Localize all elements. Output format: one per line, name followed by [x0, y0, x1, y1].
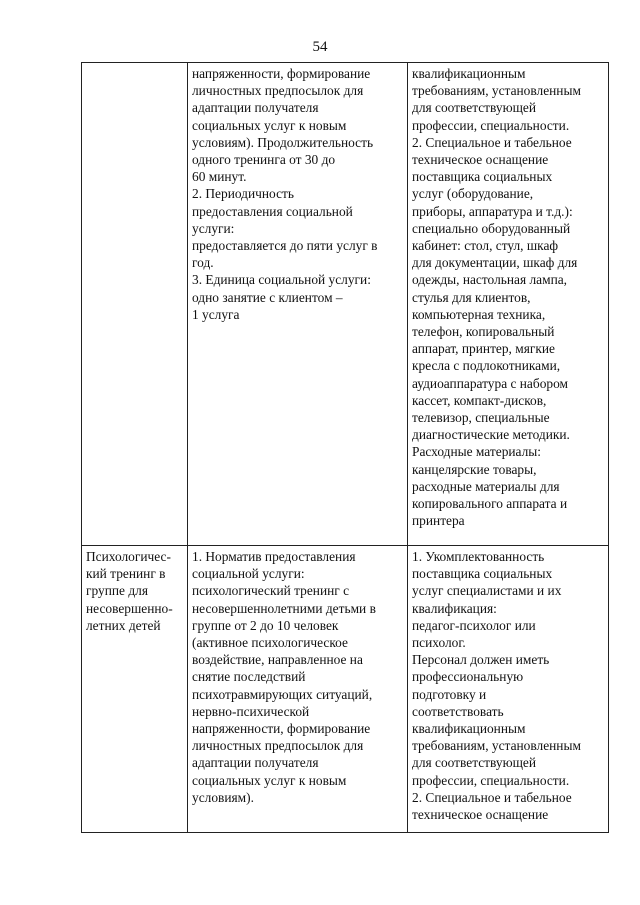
- cell-text-line: поставщика социальных: [412, 169, 553, 185]
- cell-text-line: кий тренинг в: [86, 566, 166, 582]
- cell-text-line: несовершенно-: [86, 600, 173, 616]
- cell-text-line: адаптации получателя: [192, 755, 319, 771]
- cell-text-line: квалификационным: [412, 721, 526, 737]
- cell-text-line: стулья для клиентов,: [412, 289, 531, 305]
- cell-text-line: одно занятие с клиентом –: [192, 289, 343, 305]
- cell-text-line: 1. Укомплектованность: [412, 549, 545, 564]
- cell-text-line: группе для: [86, 583, 148, 599]
- cell-text-line: профессии, специальности.: [412, 772, 570, 788]
- page-number: 54: [312, 39, 328, 55]
- cell-text-line: 2. Специальное и табельное: [412, 134, 572, 150]
- cell-text-line: кабинет: стол, стул, шкаф: [412, 238, 559, 254]
- service-name-cell: [82, 63, 188, 546]
- cell-text-line: 2. Специальное и табельное: [412, 789, 572, 805]
- cell-text-line: психолог.: [412, 635, 466, 651]
- cell-text-line: личностных предпосылок для: [192, 83, 364, 99]
- cell-text-line: техническое оснащение: [412, 807, 549, 823]
- cell-text-line: кресла с подлокотниками,: [412, 358, 561, 374]
- cell-text-line: психологический тренинг с: [192, 583, 350, 599]
- cell-text-line: квалификация:: [412, 600, 497, 616]
- cell-text-line: кассет, компакт-дисков,: [412, 392, 547, 408]
- table-row: [82, 546, 609, 833]
- cell-text-line: соответствовать: [412, 703, 504, 719]
- cell-text-line: поставщика социальных: [412, 566, 553, 582]
- cell-text-line: предоставляется до пяти услуг в: [192, 238, 378, 254]
- service-conditions-cell: [408, 546, 609, 833]
- cell-text-line: телефон, копировальный: [412, 324, 555, 340]
- cell-text-line: предоставления социальной: [192, 203, 353, 219]
- cell-text-line: услуги:: [192, 220, 235, 236]
- cell-text-line: несовершеннолетними детьми в: [192, 600, 376, 616]
- cell-text-line: профессиональную: [412, 669, 524, 685]
- cell-text-line: летних детей: [86, 617, 161, 633]
- cell-text-line: профессии, специальности.: [412, 117, 570, 133]
- cell-text-line: 2. Периодичность: [192, 186, 294, 202]
- cell-text-line: требованиям, установленным: [412, 83, 581, 99]
- cell-text-line: 1 услуга: [192, 306, 240, 322]
- cell-text-line: подготовку и: [412, 686, 487, 702]
- cell-text-line: диагностические методики.: [412, 427, 570, 443]
- cell-text-line: Персонал должен иметь: [412, 652, 550, 668]
- cell-text-line: 60 минут.: [192, 169, 247, 185]
- cell-text-line: копировального аппарата и: [412, 496, 568, 512]
- cell-text-line: 1. Норматив предоставления: [192, 549, 356, 564]
- cell-text-line: воздействие, направленное на: [192, 652, 363, 668]
- cell-text-line: аудиоаппаратура с набором: [412, 375, 568, 391]
- cell-text-line: одежды, настольная лампа,: [412, 272, 568, 288]
- cell-text-line: техническое оснащение: [412, 152, 549, 168]
- cell-text-line: (активное психологическое: [192, 635, 348, 651]
- cell-text-line: Психологичес-: [86, 549, 171, 564]
- cell-text-line: принтера: [412, 513, 465, 529]
- cell-text-line: социальных услуг к новым: [192, 117, 347, 133]
- cell-text-line: педагог-психолог или: [412, 617, 536, 633]
- cell-text-line: услуг (оборудование,: [412, 186, 534, 202]
- cell-text-line: для документации, шкаф для: [412, 255, 578, 271]
- cell-text-line: нервно-психической: [192, 703, 310, 719]
- cell-text-line: условиям).: [192, 789, 254, 805]
- cell-text-line: адаптации получателя: [192, 100, 319, 116]
- cell-text-line: условиям). Продолжительность: [192, 134, 374, 150]
- cell-text-line: группе от 2 до 10 человек: [192, 617, 339, 633]
- cell-text-line: аппарат, принтер, мягкие: [412, 341, 555, 357]
- cell-text-line: Расходные материалы:: [412, 444, 542, 460]
- cell-text-line: снятие последствий: [192, 669, 306, 685]
- cell-text-line: для соответствующей: [412, 755, 536, 771]
- cell-text-line: социальной услуги:: [192, 566, 305, 582]
- cell-text-line: услуг специалистами и их: [412, 583, 562, 599]
- cell-text-line: компьютерная техника,: [412, 306, 546, 322]
- service-name-cell: [82, 546, 188, 833]
- cell-text-line: расходные материалы для: [412, 478, 560, 494]
- cell-text-line: квалификационным: [412, 66, 526, 81]
- cell-text-line: требованиям, установленным: [412, 738, 581, 754]
- service-description-cell: [188, 63, 408, 546]
- service-conditions-cell: [408, 63, 609, 546]
- cell-text-line: психотравмирующих ситуаций,: [192, 686, 373, 702]
- cell-text-line: социальных услуг к новым: [192, 772, 347, 788]
- cell-text-line: для соответствующей: [412, 100, 536, 116]
- cell-text-line: телевизор, специальные: [412, 410, 550, 426]
- cell-text-line: личностных предпосылок для: [192, 738, 364, 754]
- cell-text-line: канцелярские товары,: [412, 461, 537, 477]
- cell-text-line: одного тренинга от 30 до: [192, 152, 336, 168]
- cell-text-line: напряженности, формирование: [192, 66, 371, 81]
- cell-text-line: год.: [192, 255, 214, 271]
- cell-text-line: 3. Единица социальной услуги:: [192, 272, 371, 288]
- table-row: [82, 63, 609, 546]
- cell-text-line: специально оборудованный: [412, 220, 571, 236]
- cell-text-line: напряженности, формирование: [192, 721, 371, 737]
- service-description-cell: [188, 546, 408, 833]
- services-table: [81, 62, 609, 833]
- cell-text-line: приборы, аппаратура и т.д.):: [412, 203, 573, 219]
